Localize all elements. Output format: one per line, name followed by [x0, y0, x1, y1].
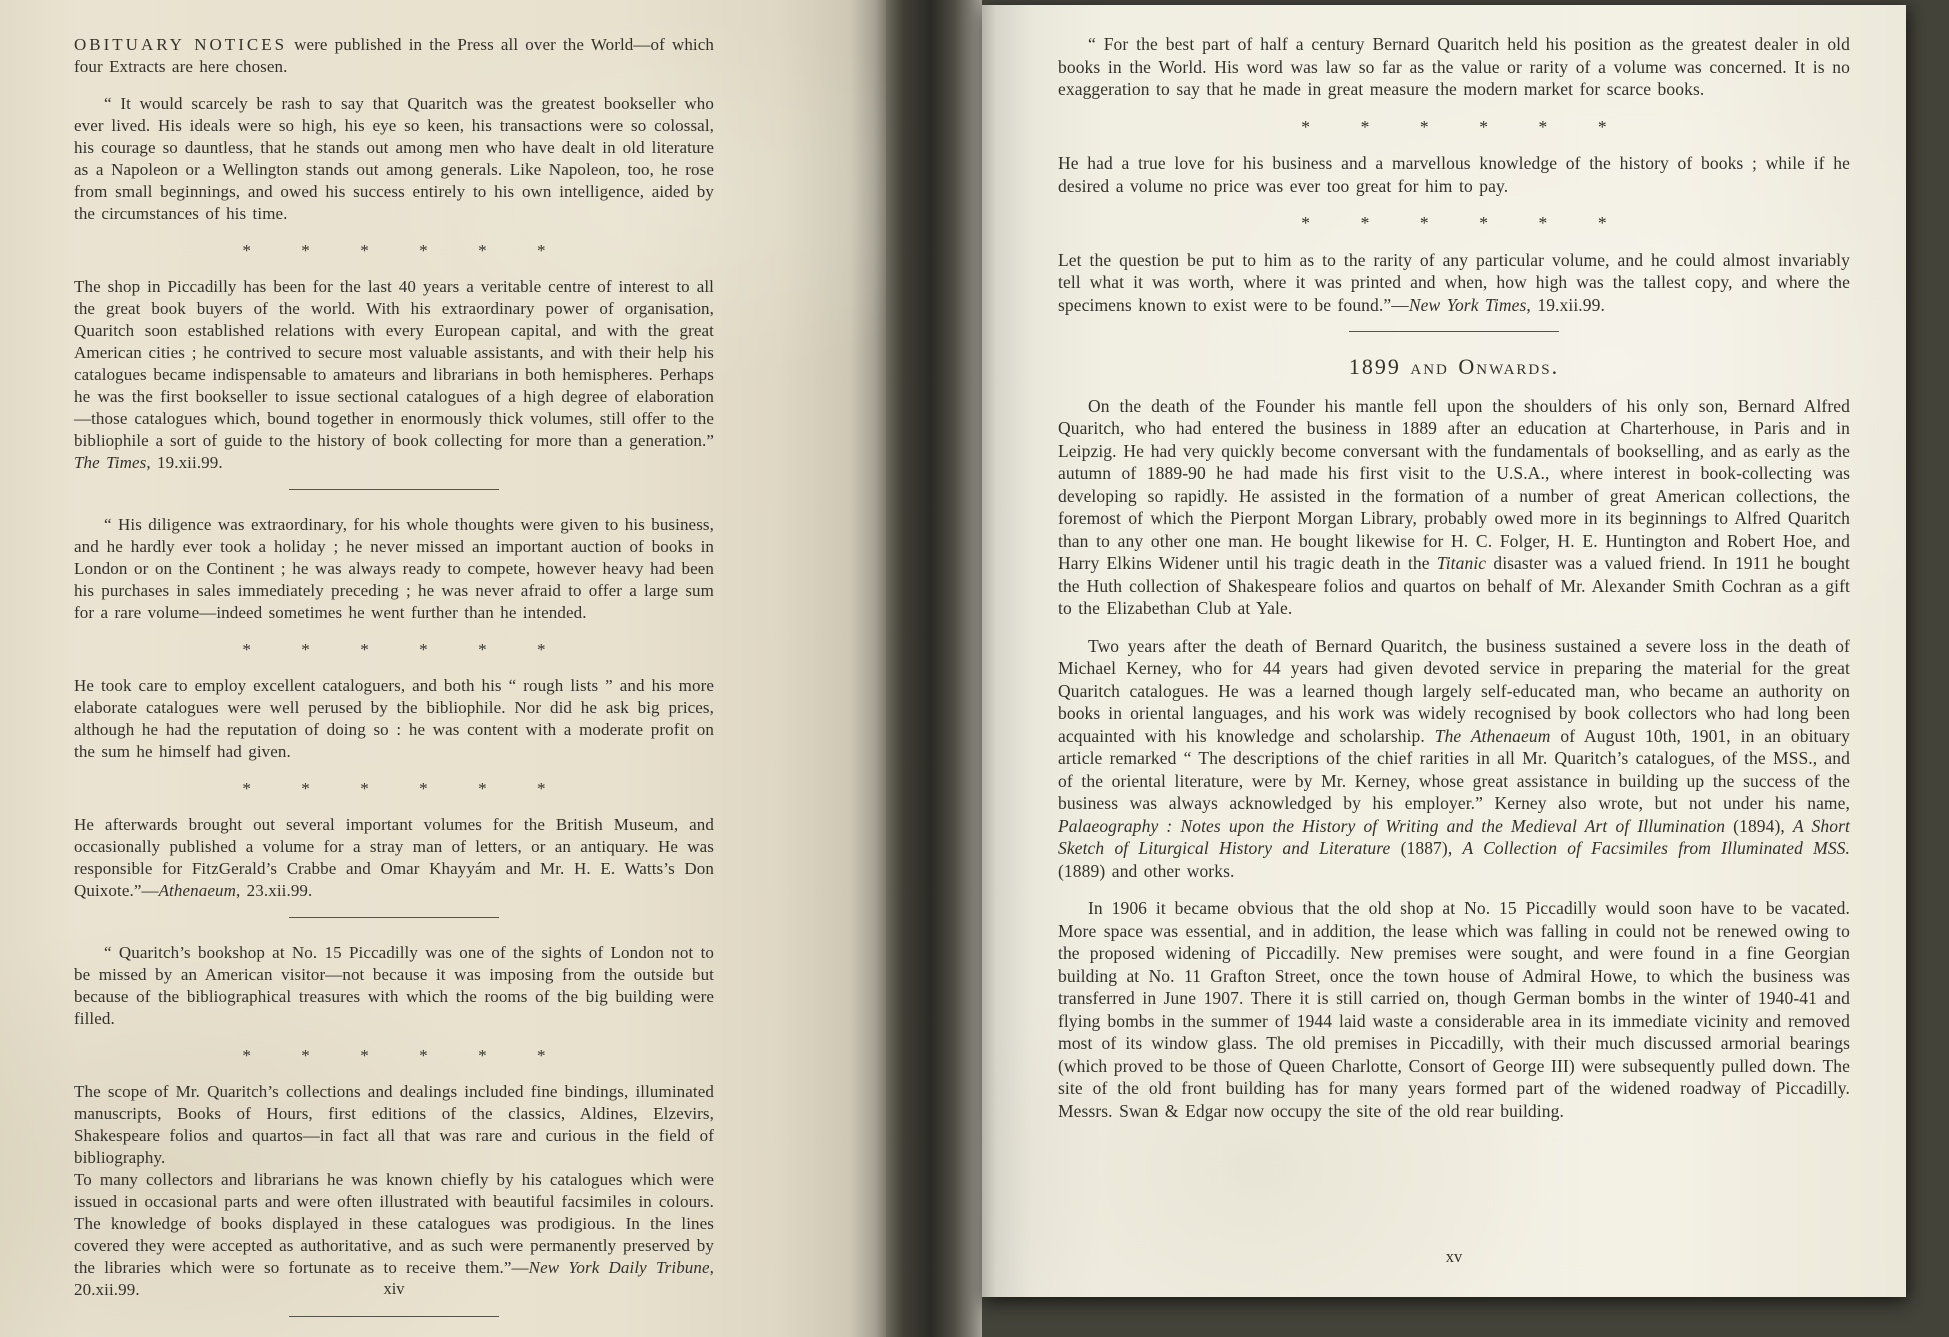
- paragraph: [74, 93, 714, 225]
- left-page-number: xiv: [383, 1279, 405, 1298]
- italic-citation: Titanic: [1436, 553, 1487, 573]
- italic-citation: Athenaeum: [158, 881, 236, 900]
- right-page-number: xv: [1445, 1247, 1463, 1266]
- text-run: He had a true love for his business and a marvellous knowledge of the history of books ; while if he desired a volume no price was ever too great for him to pay.: [1058, 153, 1850, 196]
- italic-citation: A Collection of Facsimiles from Illuminated MSS.: [1462, 838, 1850, 858]
- section-heading: 1899 and Onwards.: [1348, 354, 1560, 379]
- text-run: , 20.xii.99.: [74, 1258, 714, 1299]
- paragraph: [74, 942, 714, 1030]
- asterisk-separator: * * * * * *: [1301, 116, 1607, 137]
- text-run: Two years after the death of Bernard Quaritch, the business sustained a severe loss in the death of Michael Kerney, who for 44 years had given devoted service in preparing the material for the great Quaritch catalogues. He was a learned though largely self-educated man, who became an authority on books in oriental languages, and his work was widely recognised by book collectors who had long been acquainted with his knowledge and scholarship.: [1058, 635, 1850, 746]
- section-rule: [1349, 331, 1559, 332]
- asterisk-separator: * * * * * *: [242, 1046, 546, 1065]
- paragraph: [1058, 33, 1850, 101]
- italic-citation: The Times: [74, 453, 147, 472]
- text-run: , 19.xii.99.: [146, 453, 223, 472]
- italic-citation: A Short Sketch of Liturgical History and Literature: [1058, 815, 1850, 858]
- text-run: Let the question be put to him as to the rarity of any particular volume, and he could almost invariably tell what it was worth, where it was printed and when, how high was the tallest copy, and where the specimens known to exist were to be found.”—: [1058, 249, 1850, 315]
- section-rule: [289, 1316, 499, 1317]
- text-run: “ His diligence was extraordinary, for his whole thoughts were given to his business, and he hardly ever took a holiday ; he never missed an important auction of books in London or on the Continent ; he was always ready to compete, however heavy had been his purchases in sales immediately preceding ; he was never afraid to offer a large sum for a rare volume—indeed sometimes he went further than he intended.: [74, 515, 714, 622]
- italic-citation: The Athenaeum: [1434, 725, 1551, 746]
- asterisk-separator: * * * * * *: [242, 640, 546, 659]
- paragraph: [74, 514, 714, 624]
- text-run: (1894),: [1725, 815, 1793, 836]
- text-run: “ For the best part of half a century Bernard Quaritch held his position as the greatest dealer in old books in the World. His word was law so far as the value or rarity of a volume was concerned. It is no exaggeration to say that he made in great measure the modern market for scarce books.: [1058, 34, 1850, 99]
- text-run: (1887),: [1390, 838, 1463, 858]
- paragraph: [1058, 395, 1850, 620]
- spaced-caps-text: OBITUARY NOTICES: [74, 35, 288, 54]
- paragraph: [1058, 249, 1850, 317]
- text-run: He afterwards brought out several important volumes for the British Museum, and occasionally published a volume for a stray man of letters, or an antiquary. He was responsible for FitzGerald’s Crabbe and Omar Khayyám and Mr. H. E. Watts’s Don Quixote.”—: [74, 815, 714, 900]
- left-page: [0, 0, 886, 1337]
- paragraph: [74, 814, 714, 902]
- text-run: “ Quaritch’s bookshop at No. 15 Piccadilly was one of the sights of London not to be missed by an American visitor—not because it was imposing from the outside but because of the bibliographical treasures with which the rooms of the big building were filled.: [74, 943, 714, 1028]
- text-run: “ It would scarcely be rash to say that Quaritch was the greatest bookseller who ever lived. His ideals were so high, his eye so keen, his transactions were so colossal, his courage so dauntless, that he stands out among men who have dealt in old literature as a Napoleon or a Wellington stands out among generals. Like Napoleon, too, he rose from small beginnings, and owed his success entirely to his own intelligence, aided by the circumstances of his time.: [74, 94, 714, 223]
- paragraph: [1058, 635, 1850, 883]
- section-rule: [289, 489, 499, 490]
- paragraph: [74, 276, 714, 474]
- book-spine-gutter: [886, 0, 982, 1337]
- text-run: In 1906 it became obvious that the old shop at No. 15 Piccadilly would soon have to be vacated. More space was essential, and in addition, the lease which was falling in could not be renewed owing to the proposed widening of Piccadilly. New premises were sought, and were found in a fine Georgian building at No. 11 Grafton Street, once the town house of Admiral Howe, to which the business was transferred in June 1907. There it is still carried on, though German bombs in the winter of 1940-41 and flying bombs in the summer of 1944 laid waste a considerable area in its immediate vicinity and removed most of its window glass. The old premises in Piccadilly, with their much discussed armorial bearings (which proved to be those of Queen Charlotte, Consort of George III) were subsequently pulled down. The site of the old front building has for many years formed part of the widened roadway of Piccadilly. Messrs. Swan & Edgar now occupy the site of the old rear building.: [1058, 898, 1850, 1121]
- text-run: The shop in Piccadilly has been for the last 40 years a veritable centre of interest to all the great book buyers of the world. With his extraordinary power of organisation, Quaritch soon established relations with every European capital, and with the great American cities ; he contrived to secure most valuable assistants, and with their help his catalogues became indispensable to amateurs and librarians in both hemispheres. Perhaps he was the first bookseller to issue sectional catalogues of a high degree of elaboration—those catalogues which, bound together in enormously thick volumes, still offer to the bibliophile a sort of guide to the history of book collecting for more than a generation.”: [74, 277, 714, 450]
- left-page-text: [74, 34, 714, 1337]
- text-run: (1889) and other works.: [1058, 860, 1235, 881]
- section-rule: [289, 917, 499, 918]
- paragraph: [74, 1081, 714, 1169]
- text-run: , 23.xii.99.: [235, 881, 313, 900]
- paragraph: [1058, 152, 1850, 197]
- text-run: disaster was a valued friend. In 1911 he bought the Huth collection of Shakespeare folios and quartos on behalf of Mr. Alexander Smith Cochran as a gift to the Elizabethan Club at Yale.: [1058, 553, 1850, 618]
- paragraph: [1058, 897, 1850, 1122]
- paragraph: [74, 675, 714, 763]
- right-page-text: [1058, 33, 1850, 1137]
- paragraph: [74, 34, 714, 78]
- text-run: To many collectors and librarians he was known chiefly by his catalogues which were issued in occasional parts and were often illustrated with beautiful facsimiles in colours. The knowledge of books displayed in these catalogues was prodigious. In the lines covered they were accepted as authoritative, and as such were permanently preserved by the libraries which were so fortunate as to receive them.”—: [74, 1170, 714, 1277]
- text-run: The scope of Mr. Quaritch’s collections and dealings included fine bindings, illuminated manuscripts, Books of Hours, first editions of the classics, Aldines, Elzevirs, Shakespeare folios and quartos—in fact all that was rare and curious in the field of bibliography.: [74, 1082, 714, 1167]
- italic-citation: New York Times: [1408, 294, 1527, 315]
- text-run: On the death of the Founder his mantle fell upon the shoulders of his only son, Bernard Alfred Quaritch, who had entered the business in 1889 after an education at Charterhouse, in Paris and in Leipzig. He had very quickly become conversant with the fundamentals of bookselling, and as early as the autumn of 1889-90 he had made his first visit to the U.S.A., where interest in book-collecting was developing so rapidly. He assisted in the formation of a number of great American collections, the foremost of which the Pierpont Morgan Library, probably owed more in its beginnings to Alfred Quaritch than to any other one man. He bought likewise for H. C. Folger, H. E. Huntington and Robert Hoe, and Harry Elkins Widener until his tragic death in the: [1058, 395, 1850, 573]
- asterisk-separator: * * * * * *: [242, 241, 546, 260]
- text-run: of August 10th, 1901, in an obituary article remarked “ The descriptions of the chief rarities in all Mr. Quaritch’s catalogues, of the MSS., and of the oriental literature, were by Mr. Kerney, whose great assistance in building up the success of the business was always acknowledged by his employer.” Kerney also wrote, but not under his name,: [1058, 725, 1851, 813]
- asterisk-separator: * * * * * *: [242, 779, 546, 798]
- text-run: were published in the Press all over the World—of which four Extracts are here chosen.: [74, 35, 714, 76]
- right-page: [982, 5, 1906, 1297]
- asterisk-separator: * * * * * *: [1301, 213, 1607, 233]
- text-run: , 19.xii.99.: [1526, 294, 1605, 315]
- text-run: He took care to employ excellent cataloguers, and both his “ rough lists ” and his more elaborate catalogues were well perused by the bibliophile. Nor did he ask big prices, although he had the reputation of doing so : he was content with a moderate profit on the sum he himself had given.: [74, 676, 714, 761]
- italic-citation: New York Daily Tribune: [528, 1258, 710, 1277]
- italic-citation: Palaeography : Notes upon the History of Writing and the Medieval Art of Illumination: [1058, 815, 1726, 836]
